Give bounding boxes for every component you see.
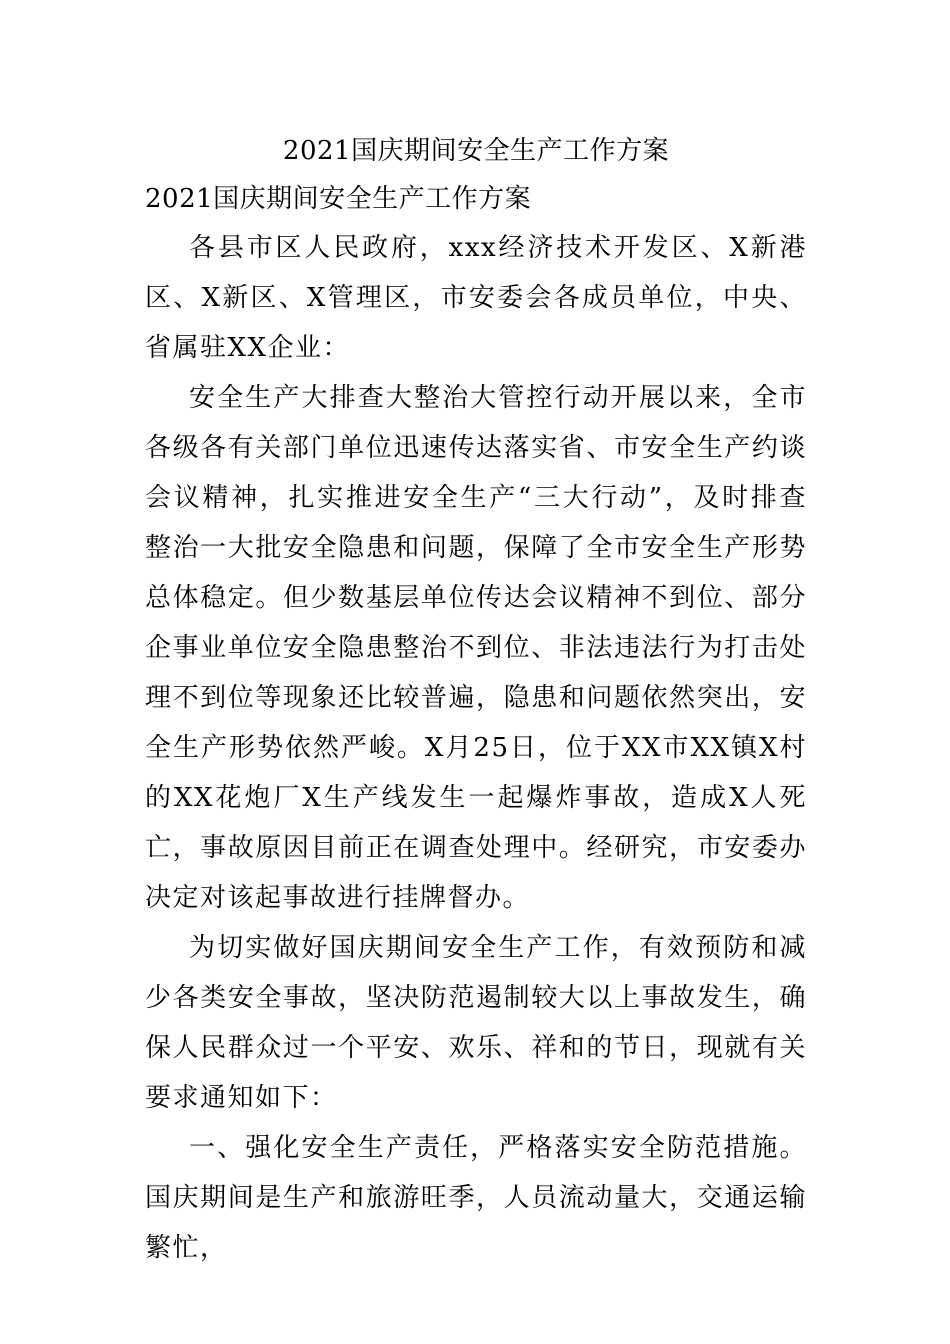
document-title: 2021国庆期间安全生产工作方案 xyxy=(282,136,670,166)
document-body xyxy=(145,127,807,1273)
paragraph-item-one: 一、强化安全生产责任，严格落实安全防范措施。国庆期间是生产和旅游旺季，人员流动量大，交通运输繁忙， xyxy=(145,1133,807,1263)
document-subtitle: 2021国庆期间安全生产工作方案 xyxy=(145,184,532,214)
paragraph-background: 安全生产大排查大整治大管控行动开展以来，全市各级各有关部门单位迅速传达落实省、市安全生产约谈会议精神，扎实推进安全生产“三大行动”，及时排查整治一大批安全隐患和问题，保障了全市安全生产形势总体稳定。但少数基层单位传达会议精神不到位、部分企事业单位安全隐患整治不到位、非法违法行为打击处理不到位等现象还比较普遍，隐患和问题依然突出，安全生产形势依然严峻。X月25日，位于XX市XX镇X村的XX花炮厂X生产线发生一起爆炸事故，造成X人死亡，事故原因目前正在调查处理中。经研究，市安委办决定对该起事故进行挂牌督办。 xyxy=(145,383,807,913)
paragraph-addressees: 各县市区人民政府，xxx经济技术开发区、X新港区、X新区、X管理区，市安委会各成员单位，中央、省属驻XX企业： xyxy=(145,233,807,363)
paragraph-purpose: 为切实做好国庆期间安全生产工作，有效预防和减少各类安全事故，坚决防范遏制较大以上事故发生，确保人民群众过一个平安、欢乐、祥和的节日，现就有关要求通知如下： xyxy=(145,933,807,1113)
